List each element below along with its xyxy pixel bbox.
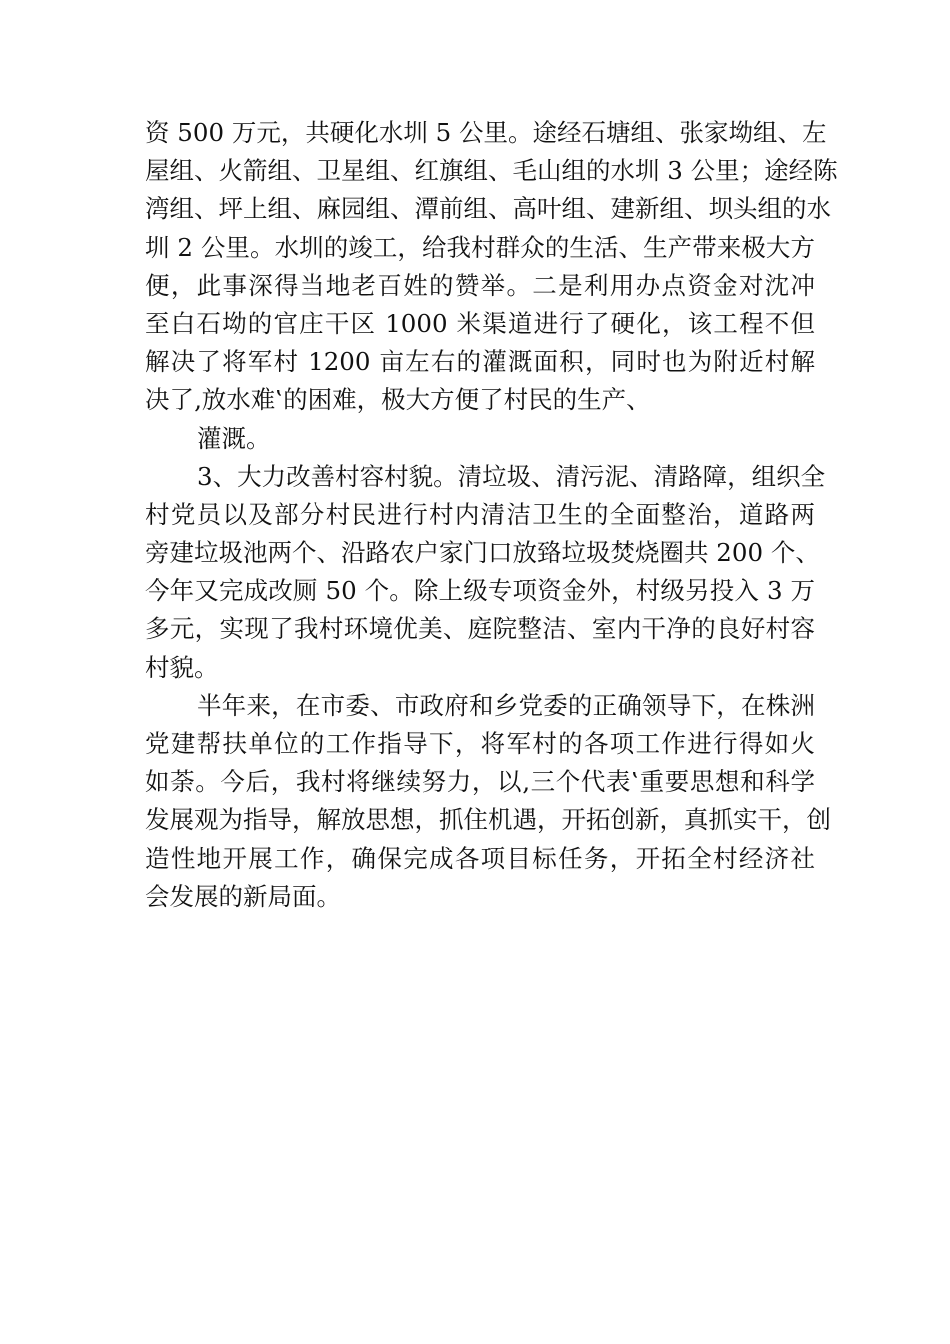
document-body	[145, 114, 838, 916]
text-line: 便，此事深得当地老百姓的赞举。二是利用办点资金对沈冲	[145, 270, 815, 300]
paragraph-irrigation	[145, 420, 815, 458]
text-line: 解决了将军村 1200 亩左右的灌溉面积，同时也为附近村解	[145, 347, 815, 377]
text-line: 造性地开展工作，确保完成各项目标任务，开拓全村经济社	[145, 843, 815, 873]
text-line: 半年来，在市委、市政府和乡党委的正确领导下，在株洲	[197, 690, 815, 720]
text-line: 屋组、火箭组、卫星组、红旗组、毛山组的水圳 3 公里；途经陈	[145, 156, 838, 186]
text-line: 至白石坳的官庄干区 1000 米渠道进行了硬化，该工程不但	[145, 308, 815, 338]
text-line: 决了‚放水难‛的困难，极大方便了村民的生产、	[145, 385, 651, 415]
text-line: 党建帮扶单位的工作指导下，将军村的各项工作进行得如火	[145, 729, 815, 758]
text-line: 发展观为指导，解放思想，抓住机遇，开拓创新，真抓实干，创	[145, 805, 831, 835]
text-line: 村貌。	[145, 652, 219, 682]
text-line: 灌溉。	[197, 423, 271, 453]
text-line: 旁建垃圾池两个、沿路农户家门口放臵垃圾焚烧圈共 200 个、	[145, 538, 820, 568]
paragraph-village-appearance	[145, 458, 826, 687]
text-line: 3、大力改善村容村貌。清垃圾、清污泥、清路障，组织全	[197, 461, 826, 491]
text-line: 多元，实现了我村环境优美、庭院整洁、室内干净的良好村容	[145, 614, 815, 644]
paragraph-water-channel	[145, 114, 838, 420]
text-line: 村党员以及部分村民进行村内清洁卫生的全面整治，道路两	[145, 499, 815, 529]
text-line: 圳 2 公里。水圳的竣工，给我村群众的生活、生产带来极大方	[145, 232, 815, 262]
text-line: 如荼。今后，我村将继续努力，以‚三个代表‛重要思想和科学	[145, 767, 815, 797]
text-line: 今年又完成改厕 50 个。除上级专项资金外，村级另投入 3 万	[145, 576, 815, 606]
paragraph-summary	[145, 687, 831, 916]
text-line: 湾组、坪上组、麻园组、潭前组、高叶组、建新组、坝头组的水	[145, 194, 831, 224]
text-line: 资 500 万元，共硬化水圳 5 公里。途经石塘组、张家坳组、左	[145, 118, 827, 147]
text-line: 会发展的新局面。	[145, 881, 341, 911]
